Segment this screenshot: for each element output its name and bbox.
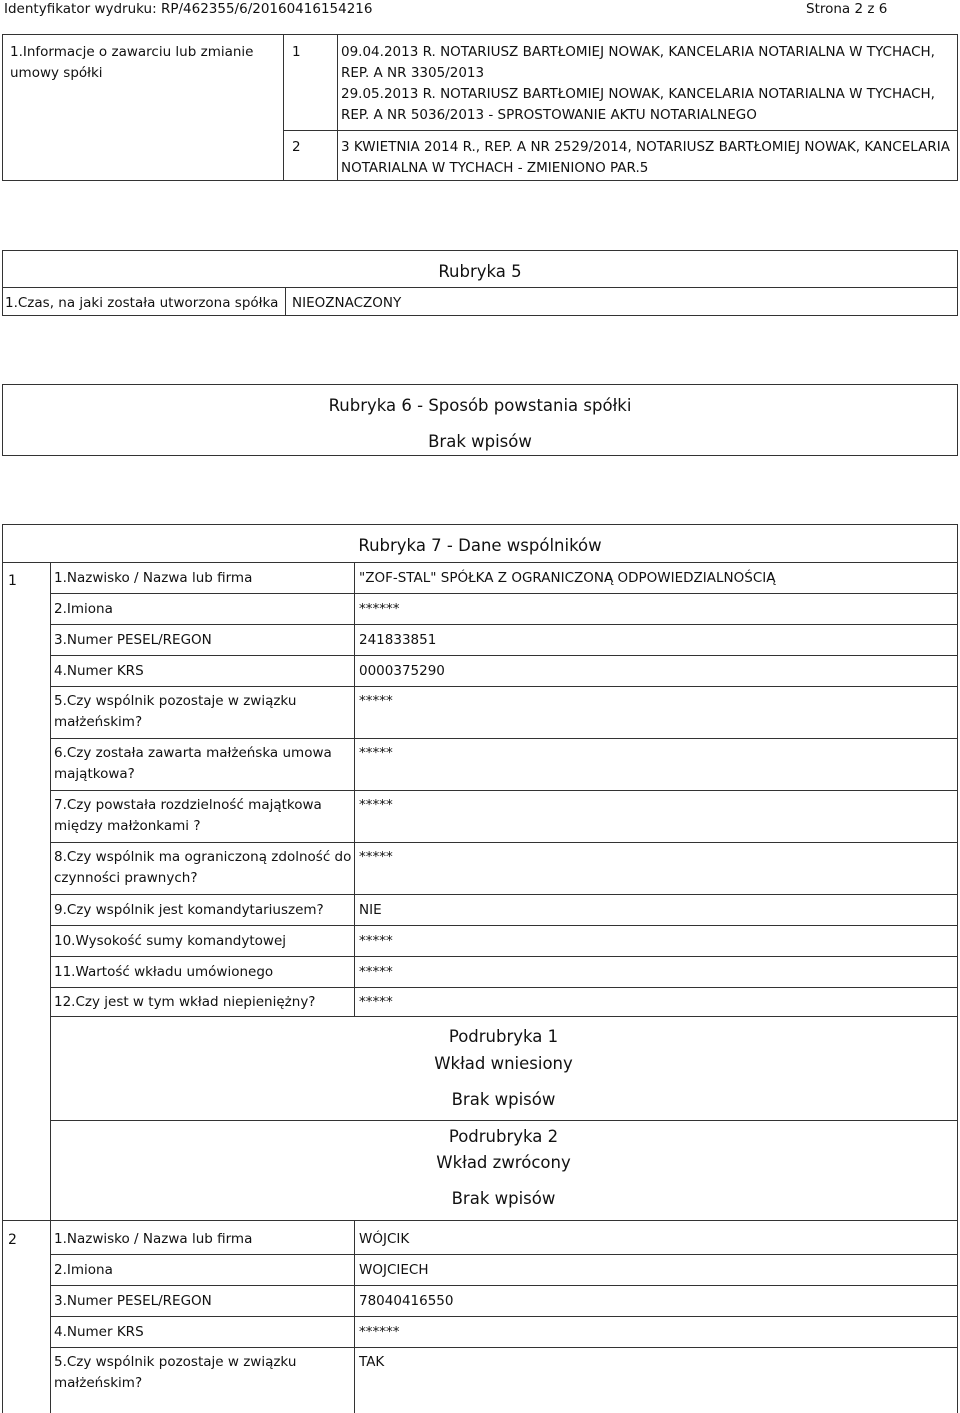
row-value: ****** [359, 601, 400, 617]
rubryka-6-title: Rubryka 6 - Sposób powstania spółki [328, 396, 632, 415]
row-label: 6.Czy została zawarta małżeńska umowa [54, 745, 332, 761]
subsection-empty: Brak wpisów [451, 1189, 556, 1208]
row-label: 2.Imiona [54, 1262, 113, 1278]
entry-text: 29.05.2013 R. NOTARIUSZ BARTŁOMIEJ NOWAK, KANCELARIA NOTARIALNA W TYCHACH, [341, 86, 935, 102]
entry-number: 2 [292, 139, 301, 155]
entry-text: REP. A NR 5036/2013 - SPROSTOWANIE AKTU NOTARIALNEGO [341, 107, 757, 123]
row-value: ***** [359, 933, 393, 949]
subsection-subtitle: Wkład zwrócony [436, 1153, 571, 1172]
row-label-cont: majątkowa? [54, 766, 135, 782]
partner-number: 2 [8, 1232, 17, 1248]
row-label: 12.Czy jest w tym wkład niepieniężny? [54, 994, 316, 1010]
row-label: 7.Czy powstała rozdzielność majątkowa [54, 797, 322, 813]
row-value: ***** [359, 849, 393, 865]
rubryka-6-empty: Brak wpisów [428, 432, 532, 451]
row-value: 78040416550 [359, 1293, 454, 1309]
row-value: 241833851 [359, 632, 437, 648]
entry-text: NOTARIALNA W TYCHACH - ZMIENIONO PAR.5 [341, 160, 649, 176]
print-identifier: Identyfikator wydruku: RP/462355/6/20160416154216 [4, 1, 373, 17]
row-label: 11.Wartość wkładu umówionego [54, 964, 274, 980]
row-label: 8.Czy wspólnik ma ograniczoną zdolność do [54, 849, 352, 865]
entry-text: 3 KWIETNIA 2014 R., REP. A NR 2529/2014, NOTARIUSZ BARTŁOMIEJ NOWAK, KANCELARIA [341, 139, 950, 155]
row-label: 2.Imiona [54, 601, 113, 617]
row-value: WOJCIECH [359, 1262, 429, 1278]
rubryka-5-title: Rubryka 5 [438, 262, 522, 281]
agreement-label-line1: 1.Informacje o zawarciu lub zmianie [10, 44, 254, 60]
row-value: "ZOF-STAL" SPÓŁKA Z OGRANICZONĄ ODPOWIEDZIALNOŚCIĄ [359, 570, 776, 586]
row-label: 3.Numer PESEL/REGON [54, 632, 212, 648]
duration-label: 1.Czas, na jaki została utworzona spółka [5, 295, 279, 311]
row-label: 9.Czy wspólnik jest komandytariuszem? [54, 902, 324, 918]
page-number: Strona 2 z 6 [806, 1, 888, 17]
row-label-cont: czynności prawnych? [54, 870, 198, 886]
row-label-cont: między małżonkami ? [54, 818, 201, 834]
row-label: 5.Czy wspólnik pozostaje w związku [54, 693, 297, 709]
rubryka-7-title: Rubryka 7 - Dane wspólników [358, 536, 602, 555]
row-label: 1.Nazwisko / Nazwa lub firma [54, 570, 253, 586]
row-value: ***** [359, 994, 393, 1010]
entry-number: 1 [292, 44, 301, 60]
row-label: 10.Wysokość sumy komandytowej [54, 933, 287, 949]
row-label: 4.Numer KRS [54, 663, 144, 679]
partner-number: 1 [8, 573, 17, 589]
row-label-cont: małżeńskim? [54, 1375, 143, 1391]
row-value: 0000375290 [359, 663, 445, 679]
row-value: TAK [359, 1354, 385, 1370]
row-value: WÓJCIK [359, 1231, 410, 1247]
row-label: 4.Numer KRS [54, 1324, 144, 1340]
row-value: ****** [359, 1324, 400, 1340]
subsection-title: Podrubryka 2 [448, 1127, 559, 1146]
duration-value: NIEOZNACZONY [292, 295, 402, 311]
row-label: 1.Nazwisko / Nazwa lub firma [54, 1231, 253, 1247]
row-label: 3.Numer PESEL/REGON [54, 1293, 212, 1309]
agreement-label-line2: umowy spółki [10, 65, 103, 81]
row-value: ***** [359, 797, 393, 813]
row-value: NIE [359, 902, 382, 918]
row-value: ***** [359, 745, 393, 761]
subsection-empty: Brak wpisów [451, 1090, 556, 1109]
entry-text: REP. A NR 3305/2013 [341, 65, 485, 81]
row-label-cont: małżeńskim? [54, 714, 143, 730]
subsection-subtitle: Wkład wniesiony [434, 1054, 573, 1073]
row-value: ***** [359, 693, 393, 709]
row-label: 5.Czy wspólnik pozostaje w związku [54, 1354, 297, 1370]
entry-text: 09.04.2013 R. NOTARIUSZ BARTŁOMIEJ NOWAK, KANCELARIA NOTARIALNA W TYCHACH, [341, 44, 935, 60]
row-value: ***** [359, 964, 393, 980]
subsection-title: Podrubryka 1 [448, 1027, 559, 1046]
